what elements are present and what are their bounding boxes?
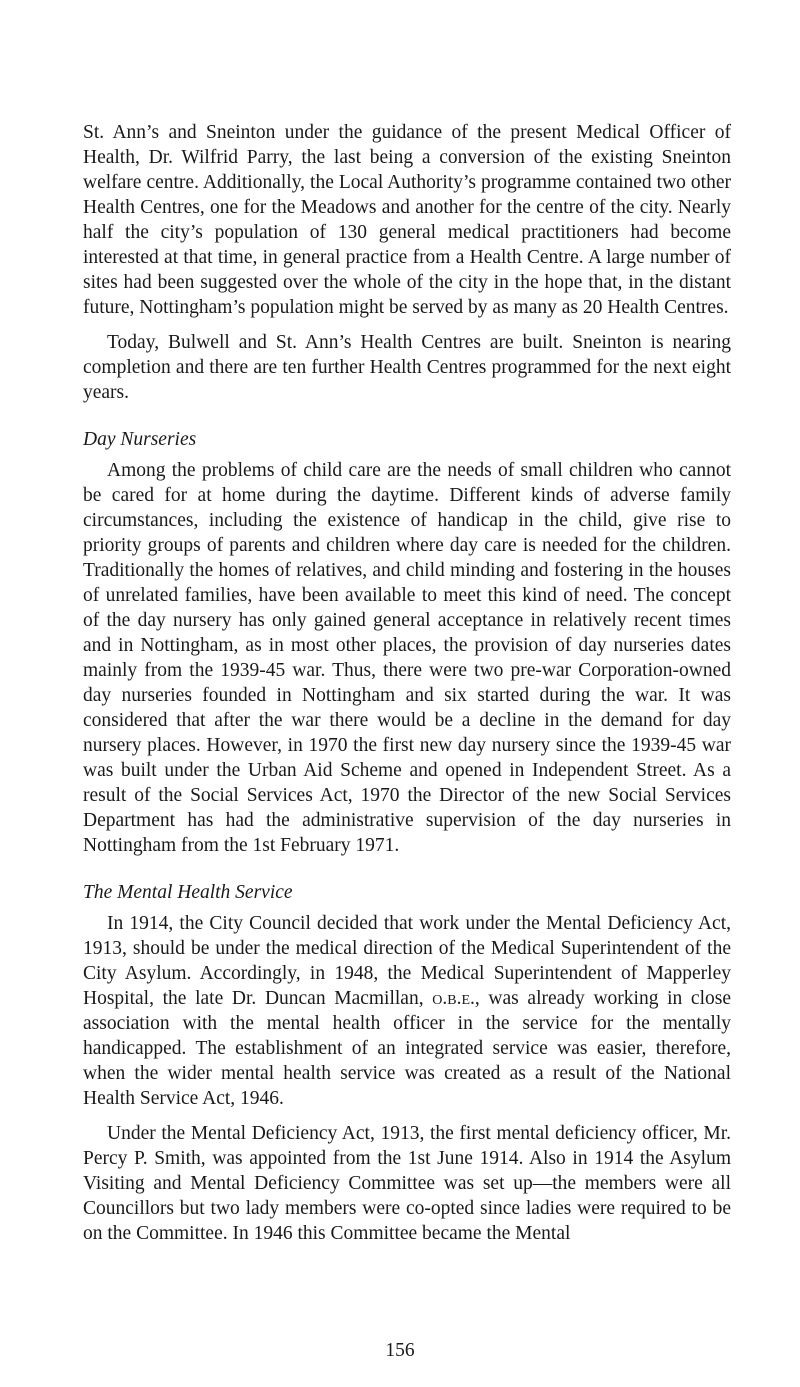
heading-mental-health-service: The Mental Health Service: [83, 882, 293, 903]
obe-abbreviation: o.b.e.: [432, 988, 475, 1009]
page-body: [83, 120, 731, 1246]
heading-day-nurseries: Day Nurseries: [83, 429, 197, 450]
paragraph-text: In 1914, the City Council decided that work under the Mental Deficiency Act, 1913, should be under the medical direction of the Medical Superintendent of the City Asylum. Accordingly, in 1948, the Medical Superintendent of Mapperley Hospital, the late Dr. Duncan Macmillan,: [83, 913, 731, 1009]
paragraph-health-centres: St. Ann’s and Sneinton under the guidance of the present Medical Officer of Health, Dr. Wilfrid Parry, the last being a conversion of the existing Sneinton welfare centre. Additionally, the Local Authority’s programme contained two other Health Centres, one for the Meadows and another for the centre of the city. Nearly half the city’s population of 130 general medical practitioners had become interested at that time, in general practice from a Health Centre. A large number of sites had been suggested over the whole of the city in the hope that, in the distant future, Nottingham’s population might be served by as many as 20 Health Centres.: [83, 122, 731, 318]
paragraph-health-centres-today: Today, Bulwell and St. Ann’s Health Centres are built. Sneinton is nearing completion and there are ten further Health Centres programmed for the next eight years.: [83, 332, 731, 403]
paragraph-text: , was already working in close association with the mental health officer in the service for the mentally handicapped. The establishment of an integrated service was easier, therefore, when the wider mental health service was created as a result of the National Health Service Act, 1946.: [83, 988, 731, 1109]
page-number: 156: [385, 1340, 415, 1361]
paragraph-mental-deficiency-officer: Under the Mental Deficiency Act, 1913, the first mental deficiency officer, Mr. Percy P. Smith, was appointed from the 1st June 1914. Also in 1914 the Asylum Visiting and Mental Deficiency Committee was set up—the members were all Councillors but two lady members were co-opted since ladies were required to be on the Committee. In 1946 this Committee became the Mental: [83, 1123, 731, 1244]
paragraph-day-nurseries: Among the problems of child care are the needs of small children who cannot be cared for at home during the daytime. Different kinds of adverse family circumstances, including the existence of handicap in the child, give rise to priority groups of parents and children where day care is needed for the children. Traditionally the homes of relatives, and child minding and fostering in the houses of unrelated families, have been available to meet this kind of need. The concept of the day nursery has only gained general acceptance in relatively recent times and in Nottingham, as in most other places, the provision of day nurseries dates mainly from the 1939-45 war. Thus, there were two pre-war Corporation-owned day nurseries founded in Nottingham and six started during the war. It was considered that after the war there would be a decline in the demand for day nursery places. However, in 1970 the first new day nursery since the 1939-45 war was built under the Urban Aid Scheme and opened in Independent Street. As a result of the Social Services Act, 1970 the Director of the new Social Services Department has had the administrative supervision of the day nurseries in Nottingham from the 1st February 1971.: [83, 460, 731, 856]
paragraph-mental-health-1914: [83, 911, 731, 1111]
